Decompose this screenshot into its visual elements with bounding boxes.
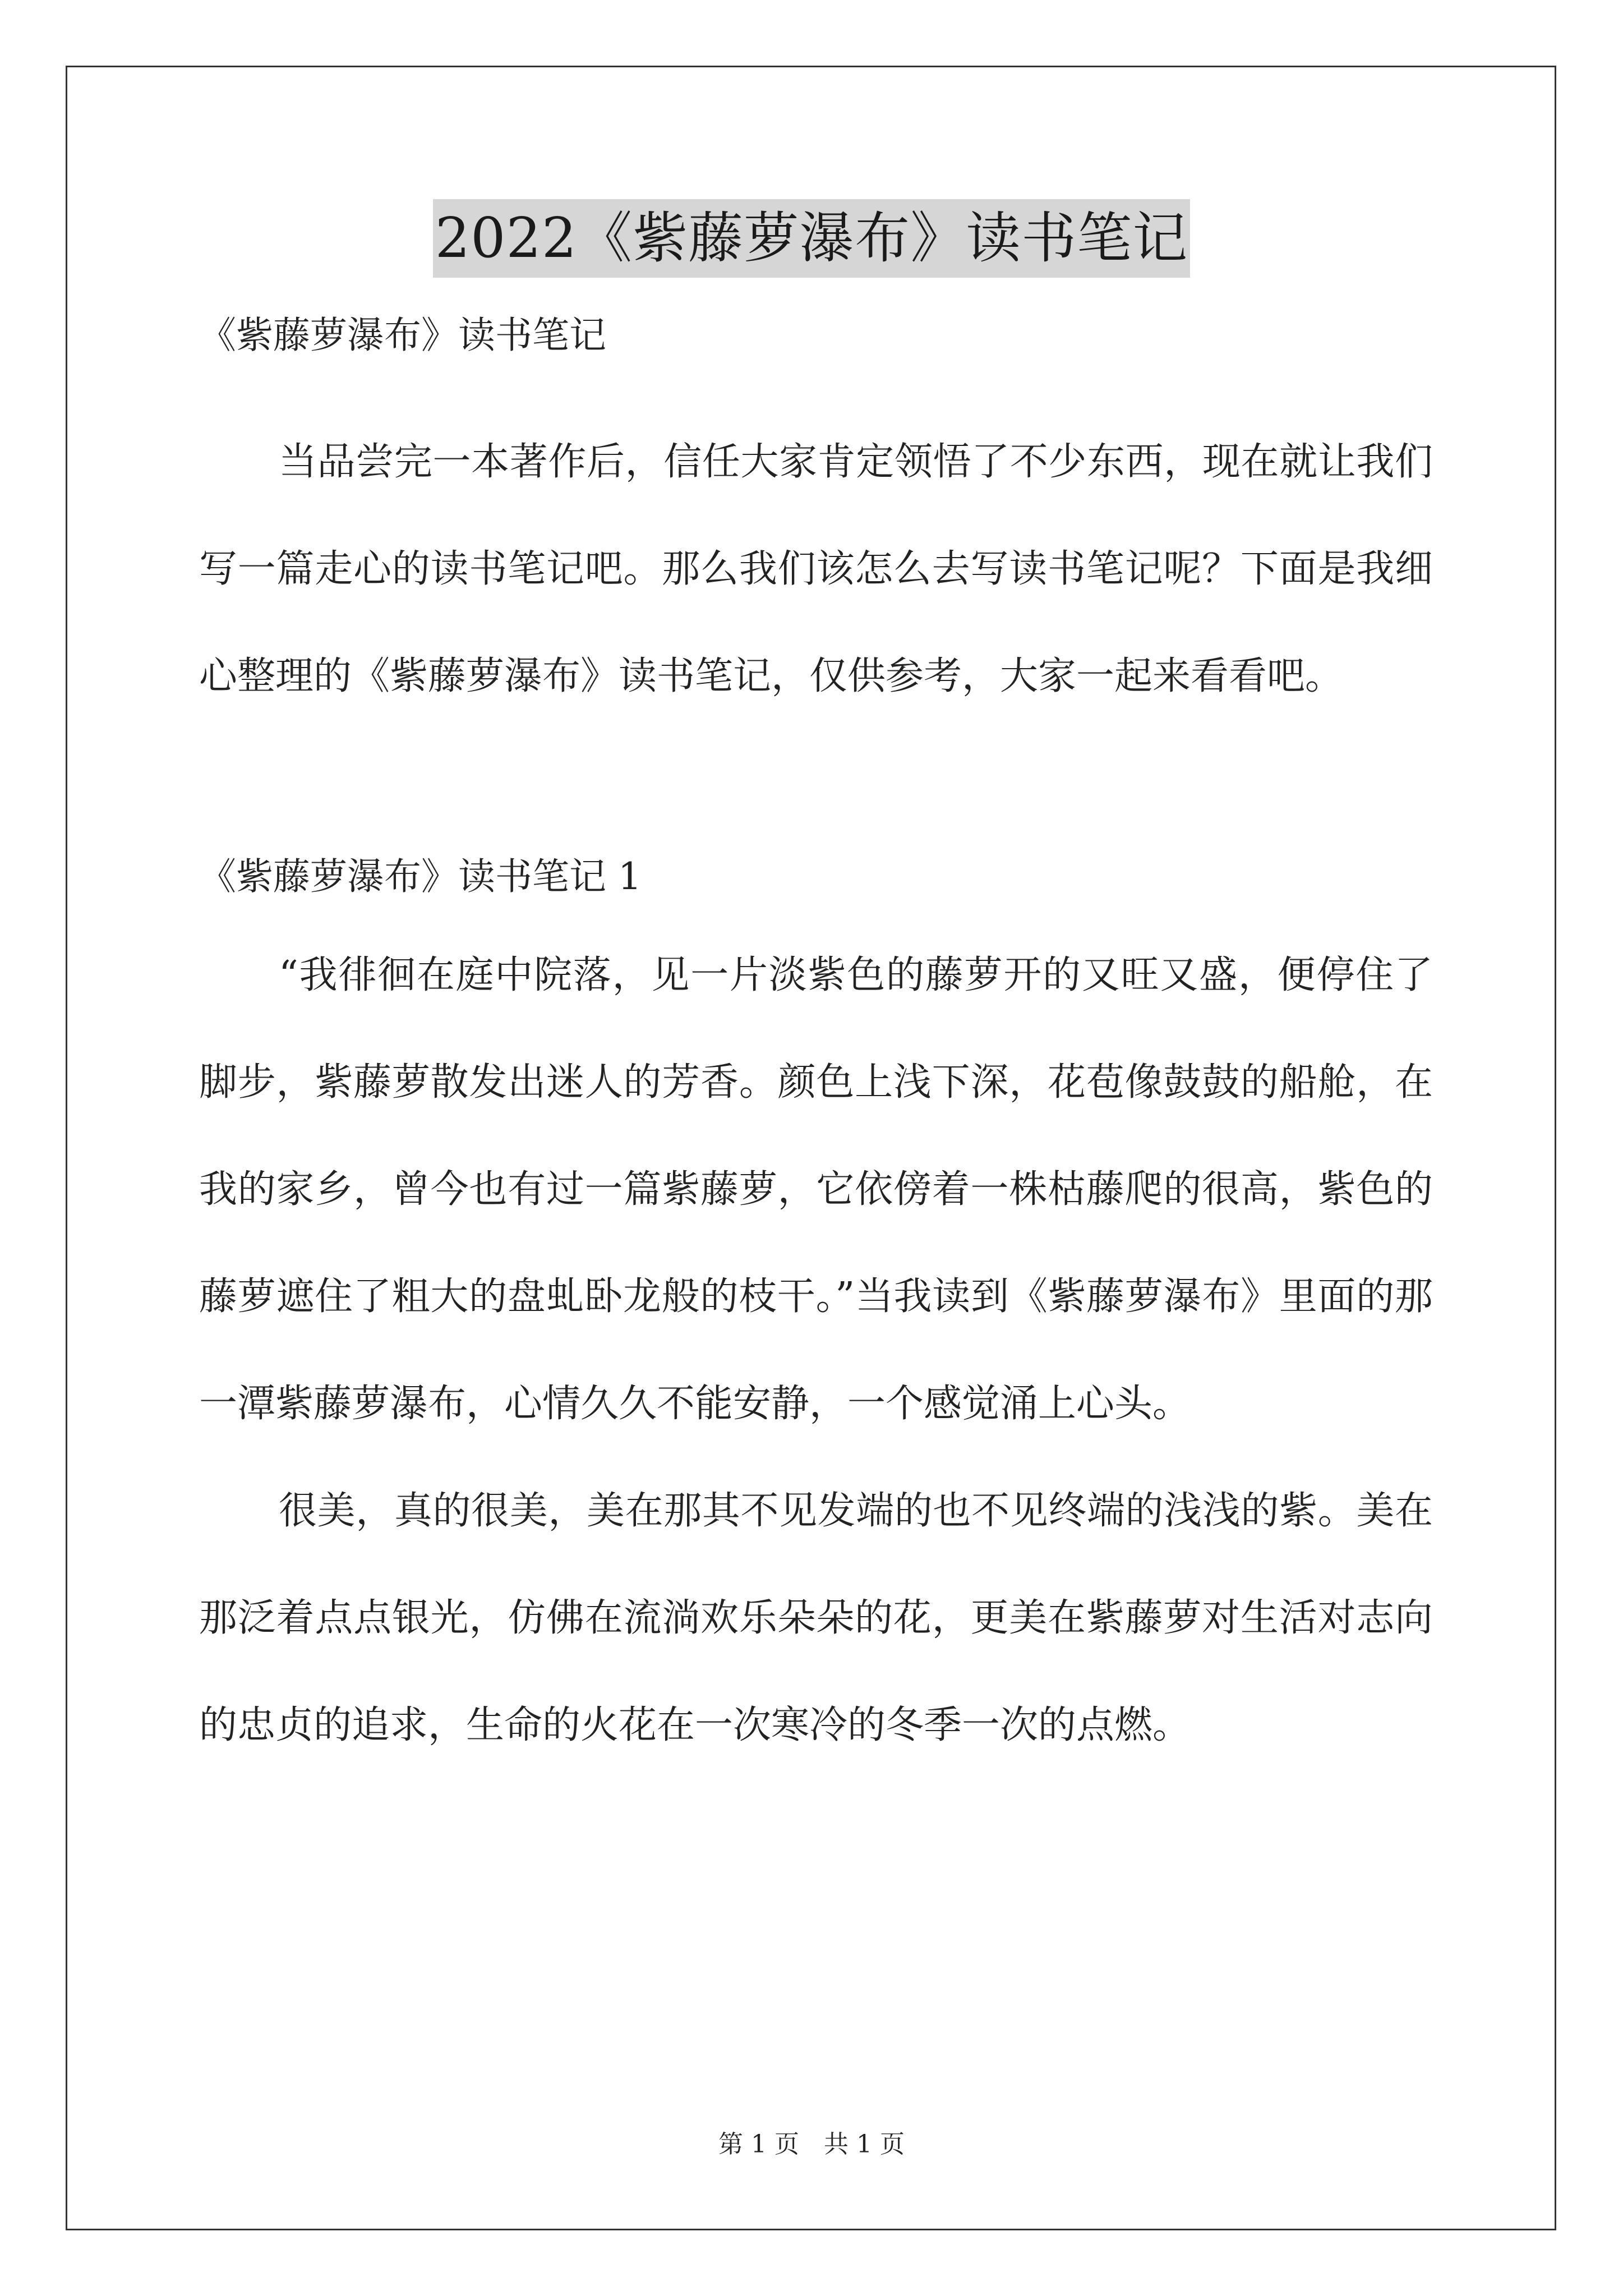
section-heading: 《紫藤萝瀑布》读书笔记 1 [199, 855, 642, 898]
document-title: 2022《紫藤萝瀑布》读书笔记 [433, 199, 1190, 278]
title-container [0, 199, 1623, 278]
page-number-total: 共 1 页 [824, 2130, 905, 2159]
page-number-current: 第 1 页 [718, 2130, 799, 2159]
intro-heading: 《紫藤萝瀑布》读书笔记 [199, 314, 606, 357]
document-body [199, 307, 1433, 1779]
section-paragraph-1: “我徘徊在庭中院落，见一片淡紫色的藤萝开的又旺又盛，便停住了脚步，紫藤萝散发出迷人的芳香。颜色上浅下深，花苞像鼓鼓的船舱，在我的家乡，曾今也有过一篇紫藤萝，它依傍着一株枯藤爬的很高，紫色的藤萝遮住了粗大的盘虬卧龙般的枝干。”当我读到《紫藤萝瀑布》里面的那一潭紫藤萝瀑布，心情久久不能安静，一个感觉涌上心头。 [199, 953, 1433, 1426]
intro-paragraph: 当品尝完一本著作后，信任大家肯定领悟了不少东西，现在就让我们写一篇走心的读书笔记吧。那么我们该怎么去写读书笔记呢？下面是我细心整理的《紫藤萝瀑布》读书笔记，仅供参考，大家一起来看看吧。 [199, 440, 1433, 698]
page-footer [0, 2128, 1623, 2161]
section-paragraph-2: 很美，真的很美，美在那其不见发端的也不见终端的浅浅的紫。美在那泛着点点银光，仿佛在流淌欢乐朵朵的花，更美在紫藤萝对生活对志向的忠贞的追求，生命的火花在一次寒冷的冬季一次的点燃。 [199, 1489, 1433, 1747]
